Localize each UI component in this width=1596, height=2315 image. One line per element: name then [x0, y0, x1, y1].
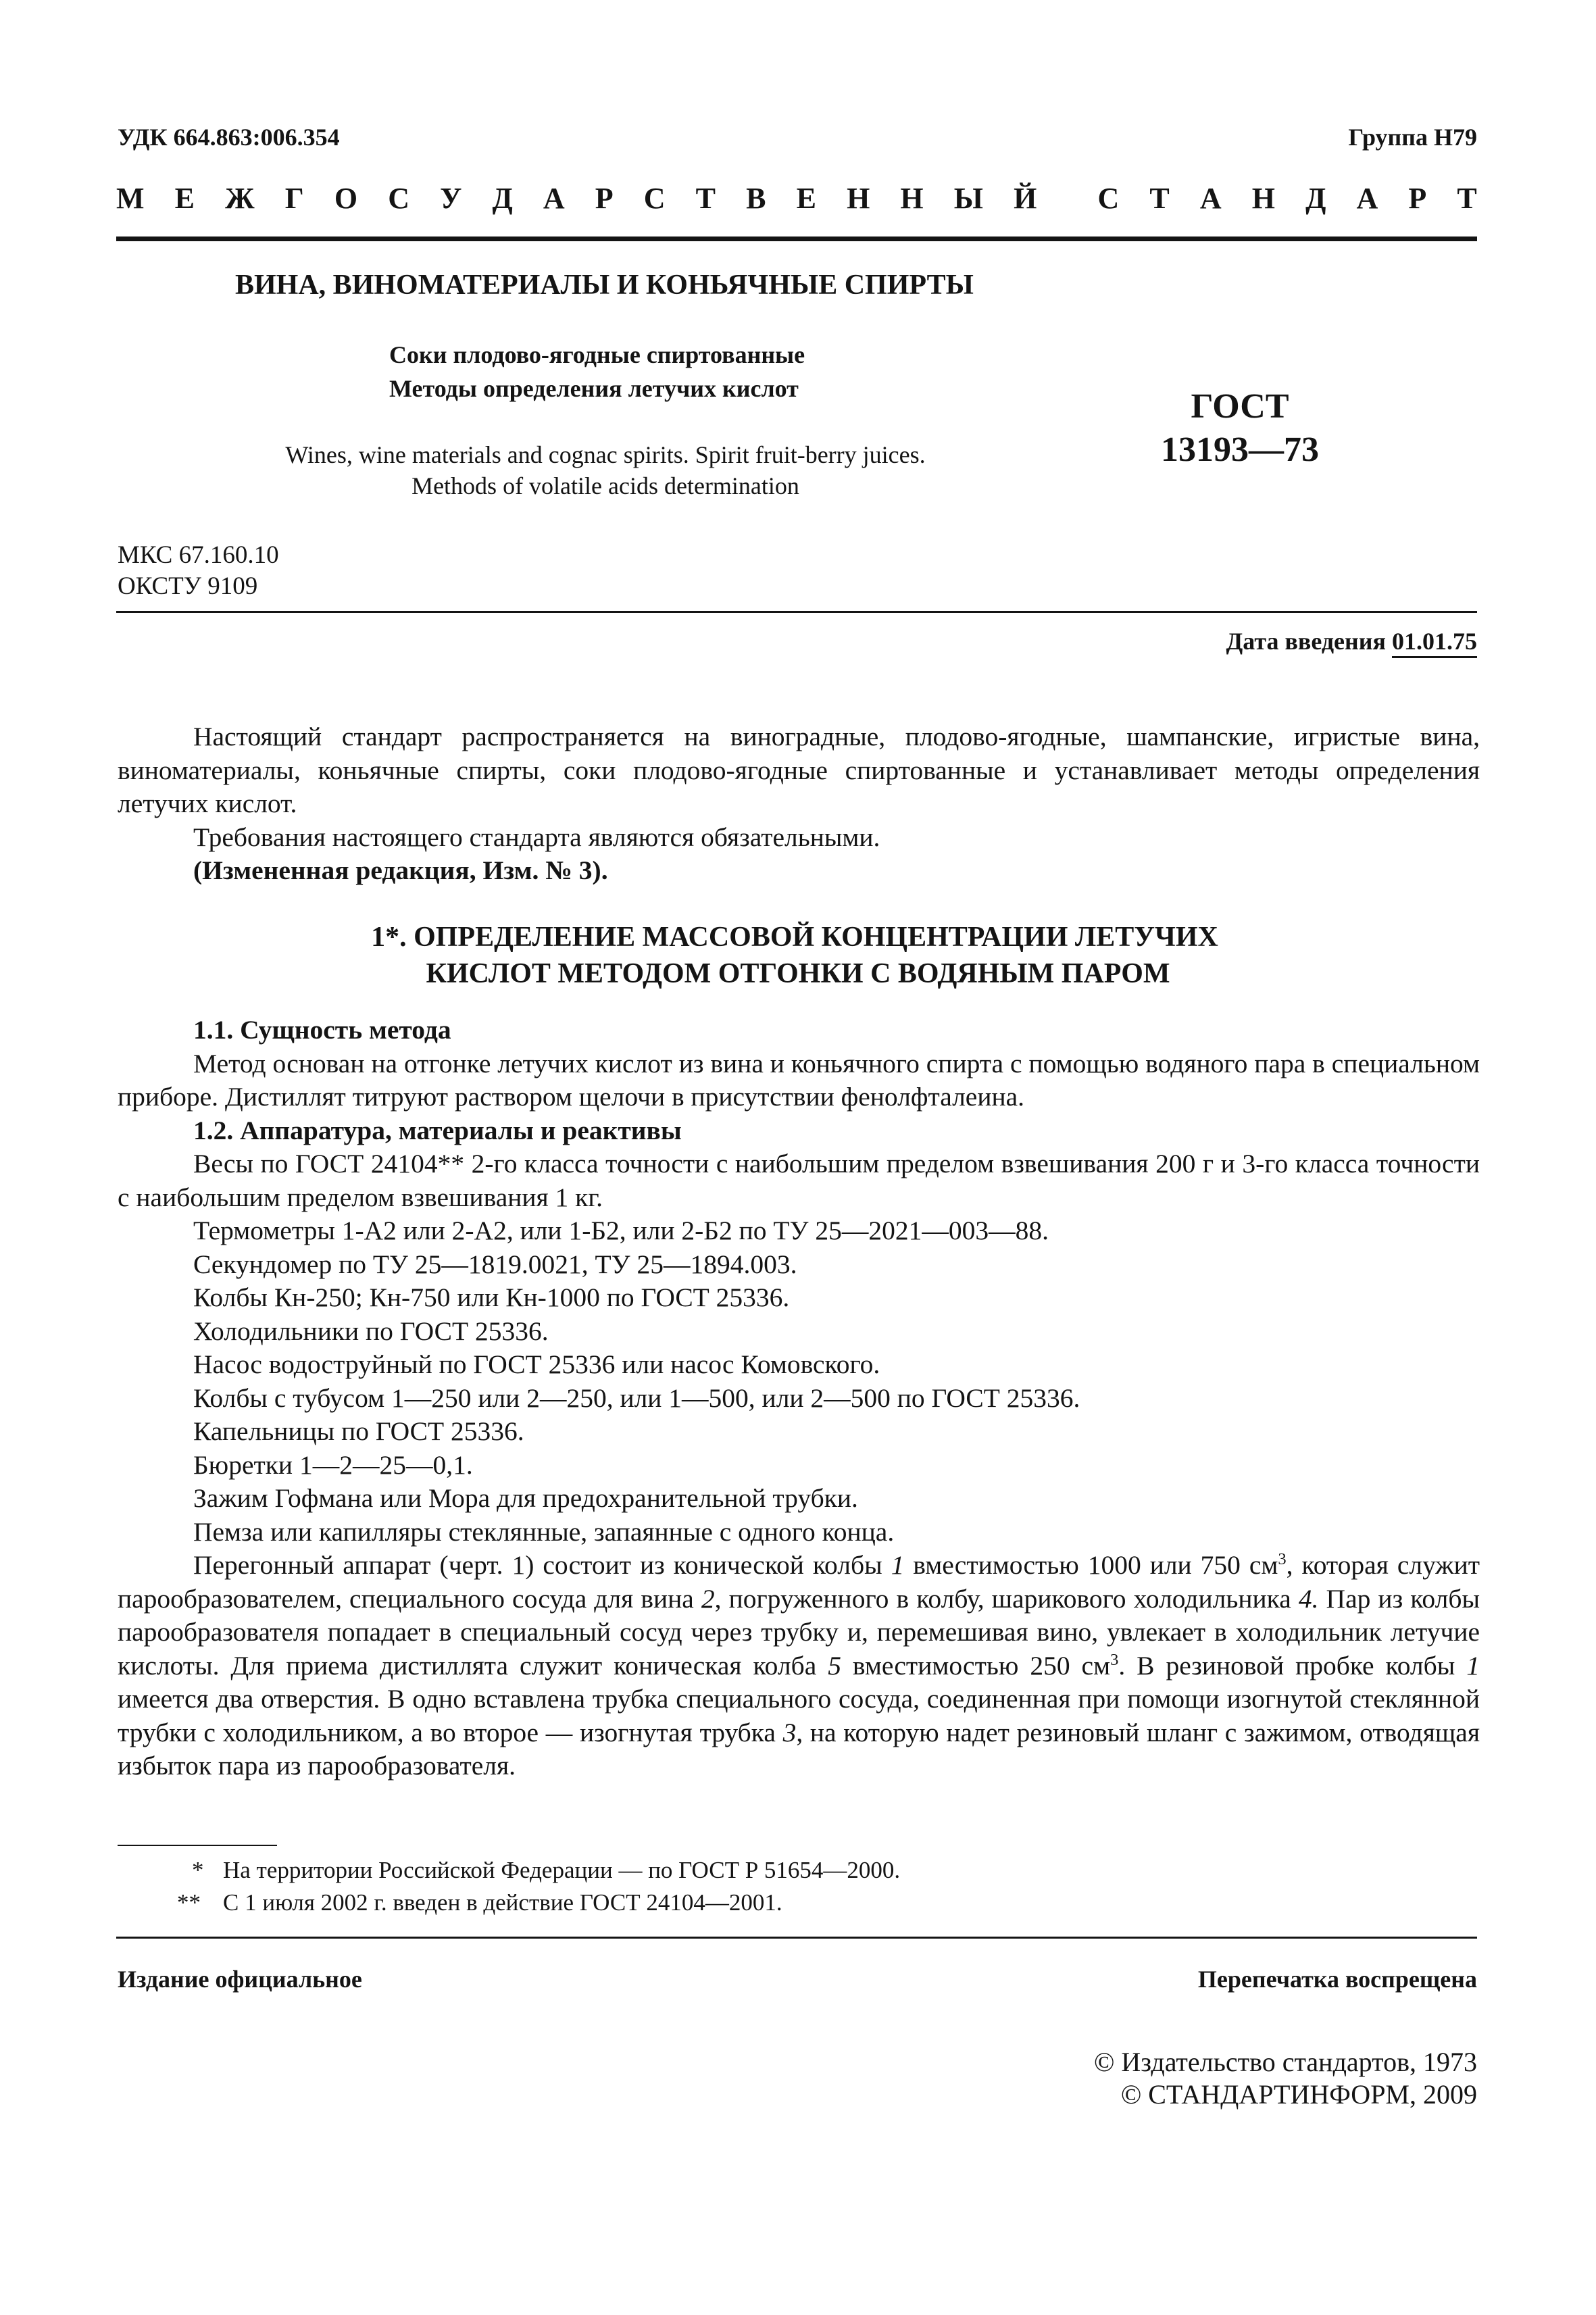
- subsection-1-1-heading: 1.1. Сущность метода: [193, 1015, 451, 1045]
- letter: С: [643, 182, 666, 215]
- gost-label: ГОСТ: [1191, 387, 1289, 426]
- udk-code: УДК 664.863:006.354: [118, 124, 340, 151]
- amendment-note: (Измененная редакция, Изм. № 3).: [193, 855, 608, 885]
- subsection-1-2-heading: 1.2. Аппаратура, материалы и реактивы: [193, 1115, 682, 1145]
- letter: Т: [1149, 182, 1170, 215]
- english-title-line-1: Wines, wine materials and cognac spirits. Spirit fruit-berry juices.: [285, 441, 926, 468]
- date-rule: [116, 611, 1477, 613]
- group-code: Группа Н79: [1348, 124, 1477, 151]
- subtitle-line-2: Методы определения летучих кислот: [389, 375, 799, 402]
- letter: Т: [1457, 182, 1477, 215]
- copyright-1: © Издательство стандартов, 1973: [1093, 2047, 1477, 2077]
- letter: Н: [900, 182, 924, 215]
- list-item: Холодильники по ГОСТ 25336.: [193, 1316, 549, 1346]
- section-1-title-line-1: 1*. ОПРЕДЕЛЕНИЕ МАССОВОЙ КОНЦЕНТРАЦИИ ЛЕТУЧИХ: [371, 922, 1218, 953]
- letter: Т: [695, 182, 716, 215]
- list-item: Секундомер по ТУ 25—1819.0021, ТУ 25—1894.003.: [193, 1249, 797, 1279]
- english-title-line-2: Methods of volatile acids determination: [412, 472, 799, 499]
- intro-paragraph: Настоящий стандарт распространяется на виноградные, плодово-ягодные, шампанские, игристые вина, виноматериалы, коньячные спирты, соки плодово-ягодные спиртованные и устанавливает методы определения летучих кислот.: [118, 722, 1480, 818]
- intro-block: [118, 720, 1480, 888]
- letter: М: [116, 182, 145, 215]
- letter: А: [543, 182, 565, 215]
- standard-type-heading: [116, 181, 1477, 216]
- reprint-prohibited-label: Перепечатка воспрещена: [1197, 1966, 1477, 1993]
- list-item: Термометры 1-А2 или 2-А2, или 1-Б2, или 2-Б2 по ТУ 25—2021—003—88.: [193, 1216, 1049, 1245]
- letter: Ж: [225, 182, 255, 215]
- list-item: Весы по ГОСТ 24104** 2-го класса точности с наибольшим пределом взвешивания 200 г и 3-го класса точности с наибольшим пределом взвешивания 1 кг.: [118, 1149, 1480, 1212]
- copyright-2: © СТАНДАРТИНФОРМ, 2009: [1120, 2079, 1477, 2110]
- letter: Н: [1251, 182, 1276, 215]
- list-item: Пемза или капилляры стеклянные, запаянные с одного конца.: [193, 1516, 895, 1547]
- letter: Д: [1305, 182, 1326, 215]
- footnote-1-mark: *: [192, 1857, 204, 1883]
- letter: С: [388, 182, 409, 215]
- gost-number: 13193—73: [1161, 430, 1319, 469]
- section-1-body: [118, 1014, 1480, 1783]
- section-1-title: [0, 919, 1596, 992]
- subsection-1-1-text: Метод основан на отгонке летучих кислот из вина и коньячного спирта с помощью водяного пара в специальном приборе. Дистиллят титруют раствором щелочи в присутствии фенолфталеина.: [118, 1048, 1480, 1112]
- letter: Й: [1014, 182, 1037, 215]
- date-label: Дата введения: [1226, 628, 1392, 655]
- list-item: Колбы Кн-250; Кн-750 или Кн-1000 по ГОСТ 25336.: [193, 1283, 790, 1312]
- letter: Р: [1408, 182, 1427, 215]
- introduction-date: [1226, 627, 1478, 655]
- letter: Н: [847, 182, 870, 215]
- okstu-code: ОКСТУ 9109: [118, 572, 258, 600]
- letter: Ы: [953, 182, 983, 215]
- gost-designation: [1149, 385, 1331, 472]
- standard-title: ВИНА, ВИНОМАТЕРИАЛЫ И КОНЬЯЧНЫЕ СПИРТЫ: [235, 270, 974, 301]
- footnote-rule: [118, 1845, 277, 1846]
- footnote-1: На территории Российской Федерации — по ГОСТ Р 51654—2000.: [223, 1857, 901, 1883]
- letter: Д: [492, 182, 513, 215]
- letter: А: [1356, 182, 1378, 215]
- intro-requirements: Требования настоящего стандарта являются обязательными.: [193, 822, 880, 852]
- list-item: Колбы с тубусом 1—250 или 2—250, или 1—500, или 2—500 по ГОСТ 25336.: [193, 1383, 1080, 1413]
- list-item: Бюретки 1—2—25—0,1.: [193, 1449, 473, 1480]
- date-value: 01.01.75: [1392, 628, 1477, 658]
- letter: У: [440, 182, 462, 215]
- letter: А: [1199, 182, 1222, 215]
- list-item: Капельницы по ГОСТ 25336.: [193, 1416, 524, 1446]
- footnote-2-mark: **: [177, 1889, 201, 1916]
- letter: Е: [174, 182, 195, 215]
- mks-code: МКС 67.160.10: [118, 541, 279, 569]
- subtitle-line-1: Соки плодово-ягодные спиртованные: [389, 341, 805, 368]
- letter: О: [334, 182, 358, 215]
- section-1-title-line-2: КИСЛОТ МЕТОДОМ ОТГОНКИ С ВОДЯНЫМ ПАРОМ: [426, 958, 1170, 989]
- list-item: Зажим Гофмана или Мора для предохранительной трубки.: [193, 1483, 858, 1513]
- list-item: Насос водоструйный по ГОСТ 25336 или насос Комовского.: [193, 1349, 880, 1379]
- footnote-2: С 1 июля 2002 г. введен в действие ГОСТ 24104—2001.: [223, 1889, 782, 1916]
- letter: В: [746, 182, 766, 215]
- english-title: [166, 439, 1045, 501]
- official-edition-label: Издание официальное: [118, 1966, 362, 1993]
- header-rule: [116, 237, 1477, 241]
- letter: С: [1097, 182, 1120, 215]
- letter: Р: [595, 182, 614, 215]
- apparatus-description: Перегонный аппарат (черт. 1) состоит из конической колбы 1 вместимостью 1000 или 750 $см^3$, которая служит парообразователем, специального сосуда для вина 2, погруженного в колбу, шарикового холодильника 4. Пар из колбы парообразователя попадает в специальный сосуд через трубку и, перемешивая вино, увлекает в холодильник летучие кислоты. Для приема дистиллята служит коническая колба 5 вместимостью 250 $см^3$. В резиновой пробке колбы 1 имеется два отверстия. В одно вставлена трубка специального сосуда, соединенная при помощи изогнутой стеклянной трубки с холодильником, а во второе — изогнутая трубка 3, на которую надет резиновый шланг с зажимом, отводящая избыток пара из парообразователя.: [118, 1549, 1480, 1781]
- letter: Е: [796, 182, 816, 215]
- letter: Г: [284, 182, 304, 215]
- footer-rule: [116, 1937, 1477, 1939]
